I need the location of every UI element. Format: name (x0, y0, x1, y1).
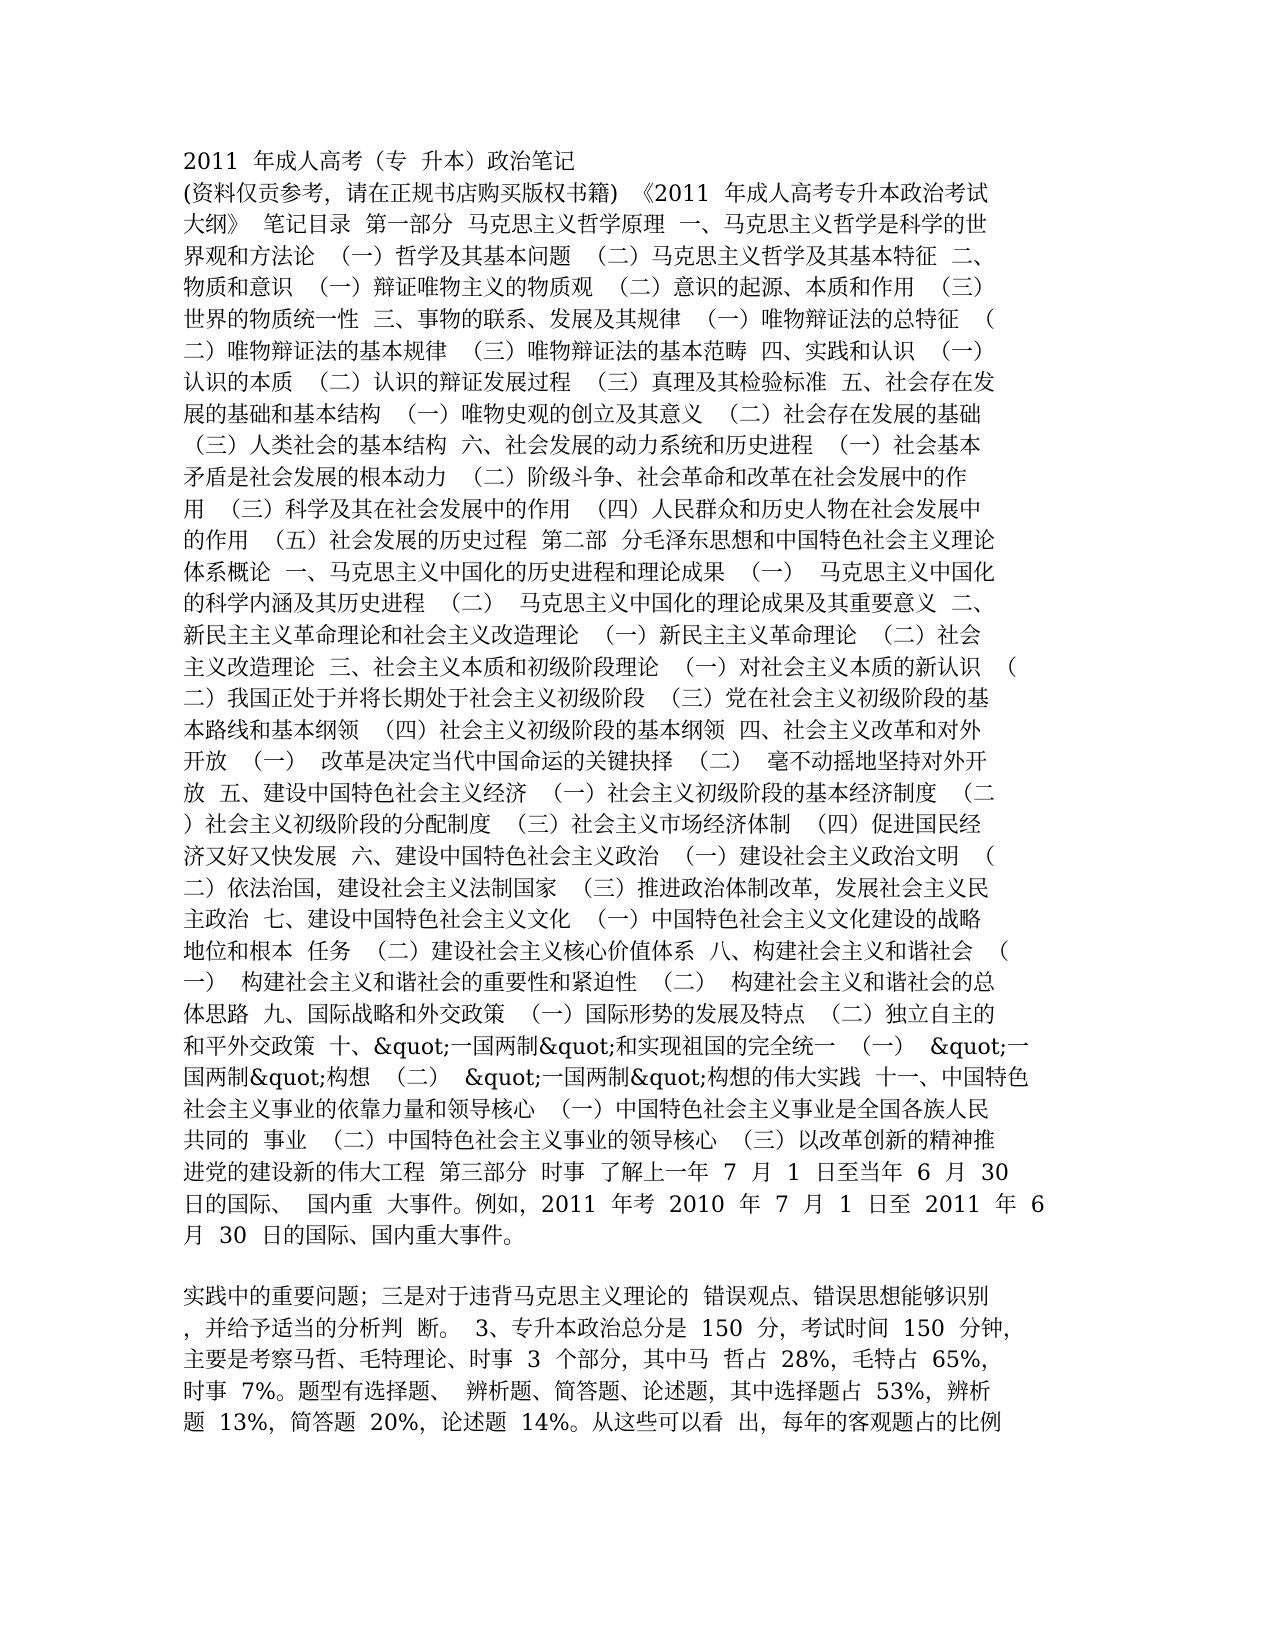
text-line: 体系概论 一、马克思主义中国化的历史进程和理论成果 （一） 马克思主义中国化 (183, 560, 995, 586)
text-line: 实践中的重要问题；三是对于违背马克思主义理论的 错误观点、错误思想能够识别 (183, 1285, 989, 1310)
text-line: 二）依法治国，建设社会主义法制国家 （三）推进政治体制改革，发展社会主义民 (183, 876, 989, 902)
text-line: 世界的物质统一性 三、事物的联系、发展及其规律 （一）唯物辩证法的总特征 （ (183, 307, 995, 333)
text-line: 的科学内涵及其历史进程 （二） 马克思主义中国化的理论成果及其重要意义 二、 (183, 592, 995, 618)
document-title: 2011 年成人高考（专 升本）政治笔记 (183, 150, 575, 175)
text-line: 用 （三）科学及其在社会发展中的作用 （四）人民群众和历史人物在社会发展中 (183, 497, 981, 523)
notes-section-outline (183, 147, 1083, 1253)
text-line: 放 五、建设中国特色社会主义经济 （一）社会主义初级阶段的基本经济制度 （二 (183, 781, 995, 807)
text-line: 本路线和基本纲领 （四）社会主义初级阶段的基本纲领 四、社会主义改革和对外 (183, 718, 981, 744)
text-line: 地位和根本 任务 （二）建设社会主义核心价值体系 八、构建社会主义和谐社会 （ (183, 939, 1009, 965)
text-line: （三）人类社会的基本结构 六、社会发展的动力系统和历史进程 （一）社会基本 (183, 434, 981, 460)
text-line: 济又好又快发展 六、建设中国特色社会主义政治 （一）建设社会主义政治文明 （ (183, 845, 995, 871)
text-line: 主政治 七、建设中国特色社会主义文化 （一）中国特色社会主义文化建设的战略 (183, 908, 981, 934)
text-line: 的作用 （五）社会发展的历史过程 第二部 分毛泽东思想和中国特色社会主义理论 (183, 529, 995, 555)
text-line: 物质和意识 （一）辩证唯物主义的物质观 （二）意识的起源、本质和作用 （三） (183, 276, 995, 302)
text-line: 界观和方法论 （一）哲学及其基本问题 （二）马克思主义哲学及其基本特征 二、 (183, 244, 995, 270)
text-line: ）社会主义初级阶段的分配制度 （三）社会主义市场经济体制 （四）促进国民经 (183, 813, 981, 839)
text-line: 认识的本质 （二）认识的辩证发展过程 （三）真理及其检验标准 五、社会存在发 (183, 371, 995, 397)
text-line: 大纲》 笔记目录 第一部分 马克思主义哲学原理 一、马克思主义哲学是科学的世 (183, 213, 987, 239)
text-line: 二）我国正处于并将长期处于社会主义初级阶段 （三）党在社会主义初级阶段的基 (183, 687, 989, 713)
text-line: 新民主主义革命理论和社会主义改造理论 （一）新民主主义革命理论 （二）社会 (183, 623, 981, 649)
text-line: (资料仅贡参考，请在正规书店购买版权书籍) 《2011 年成人高考专升本政治考试 (183, 181, 989, 207)
text-line: 日的国际、 国内重 大事件。例如，2011 年考 2010 年 7 月 1 日至 2011 年 6 (183, 1192, 1045, 1218)
text-line: 共同的 事业 （二）中国特色社会主义事业的领导核心 （三）以改革创新的精神推 (183, 1129, 995, 1155)
text-line: 矛盾是社会发展的根本动力 （二）阶级斗争、社会革命和改革在社会发展中的作 (183, 465, 967, 491)
text-line: 二）唯物辩证法的基本规律 （三）唯物辩证法的基本范畴 四、实践和认识 （一） (183, 339, 995, 365)
text-line: 主义改造理论 三、社会主义本质和初级阶段理论 （一）对社会主义本质的新认识 （ (183, 655, 1017, 681)
text-line: 体思路 九、国际战略和外交政策 （一）国际形势的发展及特点 （二）独立自主的 (183, 1003, 995, 1029)
text-line: 主要是考察马哲、毛特理论、时事 3 个部分，其中马 哲占 28%，毛特占 65%， (183, 1348, 1003, 1374)
text-line: 和平外交政策 十、&quot;一国两制&quot;和实现祖国的完全统一 （一） &quot;一 (183, 1034, 1029, 1060)
exam-overview-paragraph (183, 1282, 1083, 1440)
text-line: 开放 （一） 改革是决定当代中国命运的关键抉择 （二） 毫不动摇地坚持对外开 (183, 750, 987, 776)
text-line: 月 30 日的国际、国内重大事件。 (183, 1224, 525, 1250)
text-line: 社会主义事业的依靠力量和领导核心 （一）中国特色社会主义事业是全国各族人民 (183, 1097, 989, 1123)
text-line: 一） 构建社会主义和谐社会的重要性和紧迫性 （二） 构建社会主义和谐社会的总 (183, 971, 995, 997)
text-line: 进党的建设新的伟大工程 第三部分 时事 了解上一年 7 月 1 日至当年 6 月 30 (183, 1161, 1009, 1186)
text-line: 展的基础和基本结构 （一）唯物史观的创立及其意义 （二）社会存在发展的基础 (183, 402, 981, 428)
text-line: 时事 7%。题型有选择题、 辨析题、简答题、论述题，其中选择题占 53%，辨析 (183, 1379, 991, 1405)
text-line: ，并给予适当的分析判 断。 3、专升本政治总分是 150 分，考试时间 150 分钟， (183, 1316, 1025, 1342)
text-line: 国两制&quot;构想 （二） &quot;一国两制&quot;构想的伟大实践 十一、中国特色 (183, 1066, 1029, 1092)
text-line: 题 13%，简答题 20%，论述题 14%。从这些可以看 出，每年的客观题占的比例 (183, 1411, 1002, 1437)
